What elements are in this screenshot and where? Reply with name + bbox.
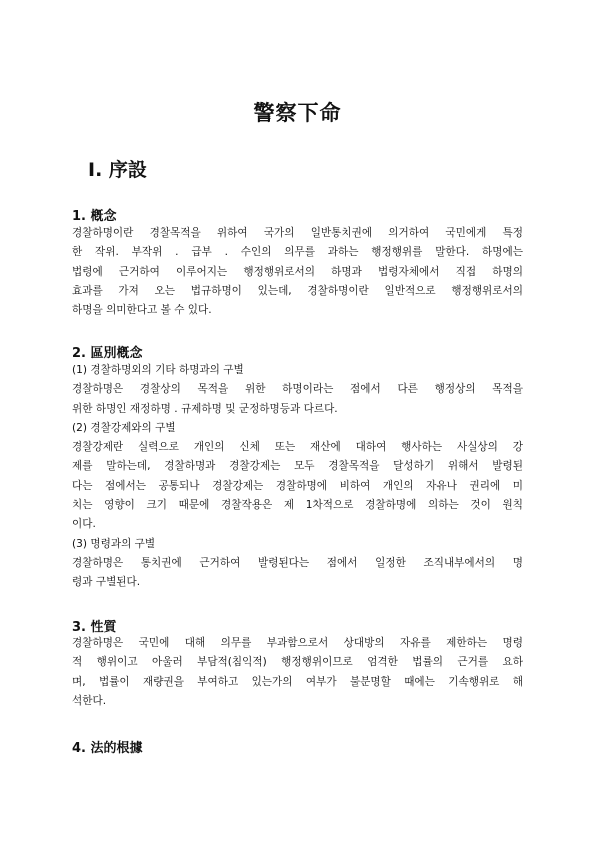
text-line: 한 작위. 부작위 . 급부 . 수인의 의무를 과하는 행정행위를 말한다. 하명에는 [72,246,523,259]
heading-concept: 1. 槪念 [72,209,117,224]
text-line: 경찰하명은 국민에 대해 의무를 부과함으로서 상대방의 자유를 제한하는 명령 [72,637,523,649]
text-line: 경찰하명이란 경찰목적을 위하여 국가의 일반통치권에 의거하여 국민에게 특정 [72,227,523,239]
document-title: 警察下命 [253,101,342,125]
text-line: 다는 점에서는 공통되나 경찰강제는 경찰하명에 비하여 개인의 자유나 권리에 미 [72,479,523,492]
text-line: 법령에 근거하여 이루어지는 행정행위로서의 하명과 법령자체에서 직접 하명의 [72,265,523,278]
text-line: 치는 영향이 크기 때문에 경찰작용은 제 1차적으로 경찰하명에 의하는 것이 원칙 [72,499,523,512]
text-line: 위한 하명인 재정하명 . 규제하명 및 군정하명등과 다르다. [72,402,338,415]
text-line: (1) 경찰하명외의 기타 하명과의 구별 [72,364,244,376]
paragraph-nature [72,634,523,711]
text-line: 이다. [72,518,96,531]
heading-nature: 3. 性質 [72,620,117,635]
text-line: 경찰강제란 실력으로 개인의 신체 또는 재산에 대하여 행사하는 사실상의 강 [72,441,523,454]
section-heading: Ⅰ. 序設 [88,159,147,181]
text-line: 령과 구별된다. [72,576,141,589]
text-line: 적 행위이고 아울러 부담적(침익적) 행정행위이므로 엄격한 법률의 근거를 요하 [72,656,523,669]
text-line: (2) 경찰강제와의 구별 [72,421,176,434]
text-line: 경찰하명은 통치권에 근거하여 발령된다는 점에서 일정한 조직내부에서의 명 [72,556,523,569]
text-line: (3) 명령과의 구별 [72,537,156,550]
heading-legal-basis: 4. 法的根據 [72,741,143,756]
paragraph-distinction [72,361,523,593]
text-line: 효과를 가져 오는 법규하명이 있는데, 경찰하명이란 일반적으로 행정행위로서의 [72,284,523,297]
text-line: 경찰하명은 경찰상의 목적을 위한 하명이라는 점에서 다른 행정상의 목적을 [72,383,523,396]
text-line: 며, 법률이 재량권을 부여하고 있는가의 여부가 불분명할 때에는 기속행위로 해 [72,675,523,688]
text-line: 석한다. [72,694,107,707]
heading-distinction: 2. 區別槪念 [72,346,143,361]
paragraph-concept [72,224,523,320]
text-line: 하명을 의미한다고 볼 수 있다. [72,304,212,317]
text-line: 제를 말하는데, 경찰하명과 경찰강제는 모두 경찰목적을 달성하기 위해서 발령된 [72,460,523,473]
